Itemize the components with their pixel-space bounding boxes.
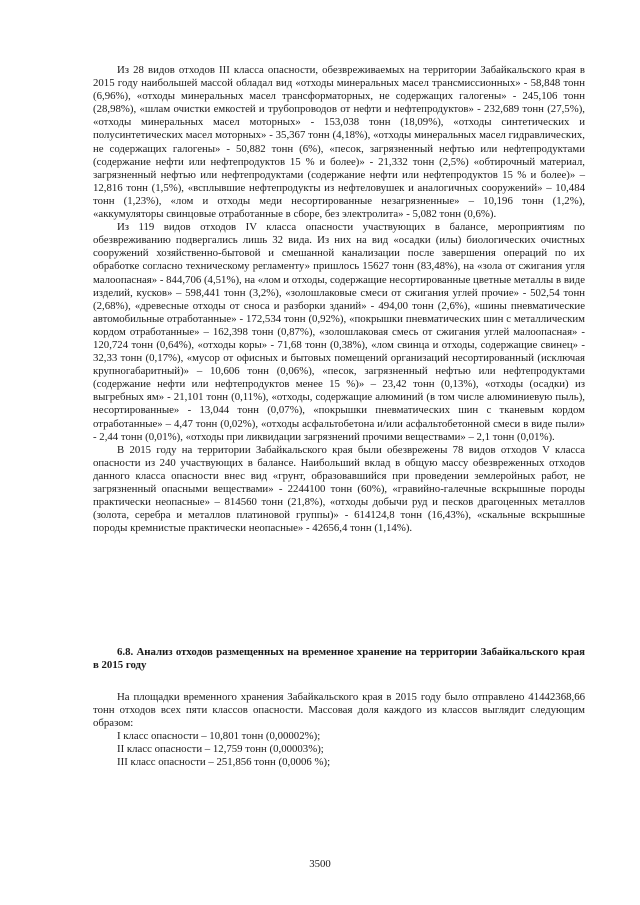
paragraph-class-4-waste: Из 119 видов отходов IV класса опасности участвующих в балансе, мероприятиям по обезвреживанию подвергались лишь 32 вида. Из них на вид «осадки (илы) биологических очистных сооружений хозяйственно-бытовой и смешанной канализации после завершения операций по их обработке согласно техническому регламенту» пришлось 15627 тонн (83,48%), на «зола от сжигания угля малоопасная» - 844,706 (4,51%), на «лом и отходы, содержащие несортированные цветные металлы в виде изделий, кусков» – 598,441 тонн (3,2%), «золошлаковые смеси от сжигания углей прочие» - 502,54 тонн (2,68%), «древесные отходы от сноса и разборки зданий» - 494,00 тонн (2,6%), «шины пневматические автомобильные отработанные» - 172,534 тонн (0,92%), «покрышки пневматических шин с металлическим кордом отработанные» – 162,398 тонн (0,87%), «золошлаковая смесь от сжигания углей малоопасная» - 120,724 тонн (0,64%), «отходы коры» - 71,68 тонн (0,38%), «лом свинца и отходы, содержащие свинец» - 32,33 тонн (0,17%), «мусор от офисных и бытовых помещений организаций несортированный (исключая крупногабаритный)» – 10,606 тонн (0,06%), «песок, загрязненный нефтью или нефтепродуктами (содержание нефти или нефтепродуктов менее 15 %)» – 23,42 тонн (0,13%), «отходы (осадки) из выгребных ям» - 21,101 тонн (0,11%), «отходы, содержащие алюминий (в том числе алюминиевую пыль), несортированные» - 13,044 тонн (0,07%), «покрышки пневматических шин с тканевым кордом отработанные» – 4,47 тонн (0,02%), «отходы асфальтобетона и/или асфальтобетонной смеси в виде пыли» - 2,44 тонн (0,01%), «отходы при ликвидации загрязнений прочими веществами» – 2,1 тонн (0,01%). [93, 221, 585, 443]
body-text [93, 64, 585, 535]
page-number: 3500 [309, 858, 331, 870]
class-list-item: I класс опасности – 10,801 тонн (0,00002%); [117, 730, 321, 743]
class-list-item: III класс опасности – 251,856 тонн (0,0006 %); [117, 756, 331, 769]
section-heading: 6.8. Анализ отходов размещенных на временное хранение на территории Забайкальского края в 2015 году [93, 646, 585, 672]
class-list-item: II класс опасности – 12,759 тонн (0,00003%); [117, 743, 324, 756]
paragraph-temporary-storage: На площадки временного хранения Забайкальского края в 2015 году было отправлено 41442368,66 тонн отходов всех пяти классов опасности. Массовая доля каждого из классов выглядит следующим образом: [93, 691, 585, 730]
paragraph-class-3-waste: Из 28 видов отходов III класса опасности, обезвреживаемых на территории Забайкальского края в 2015 году наибольшей массой обладал вид «отходы минеральных масел трансмиссионных» - 58,848 тонн (6,96%), «отходы минеральных масел трансформаторных, не содержащих галогены» - 245,106 тонн (28,98%), «шлам очистки емкостей и трубопроводов от нефти и нефтепродуктов» - 232,689 тонн (27,5%), «отходы минеральных масел моторных» - 153,038 тонн (18,09%), «отходы синтетических и полусинтетических масел моторных» - 35,367 тонн (4,18%), «отходы минеральных масел гидравлических, не содержащих галогены» - 50,882 тонн (6%), «песок, загрязненный нефтью или нефтепродуктами (содержание нефти или нефтепродуктов 15 % и более)» - 21,332 тонн (2,5%) «обтирочный материал, загрязненный нефтью или нефтепродуктами (содержание нефти или нефтепродуктов 15 % и более)» – 12,816 тонн (1,5%), «всплывшие нефтепродукты из нефтеловушек и аналогичных сооружений» – 10,484 тонн (1,23%), «лом и отходы меди несортированные незагрязненные» – 10,196 тонн (1,2%), «аккумуляторы свинцовые отработанные в сборе, без электролита» - 5,082 тонн (0,6%). [93, 64, 585, 221]
section-body [93, 691, 585, 770]
paragraph-class-5-waste: В 2015 году на территории Забайкальского края были обезврежены 78 видов отходов V класса опасности из 240 участвующих в балансе. Наибольший вклад в общую массу обезвреженных отходов данного класса опасности внес вид «грунт, образовавшийся при проведении землеройных работ, не загрязненный опасными веществами» - 2244100 тонн (60%), «гравийно-галечные вскрышные породы практически неопасные» – 814560 тонн (21,8%), «отходы добычи руд и песков драгоценных металлов (золота, серебра и металлов платиновой группы)» - 614124,8 тонн (16,43%), «скальные вскрышные породы кремнистые практически неопасные» - 42656,4 тонн (1,14%). [93, 443, 585, 535]
section-heading-block [93, 646, 585, 672]
